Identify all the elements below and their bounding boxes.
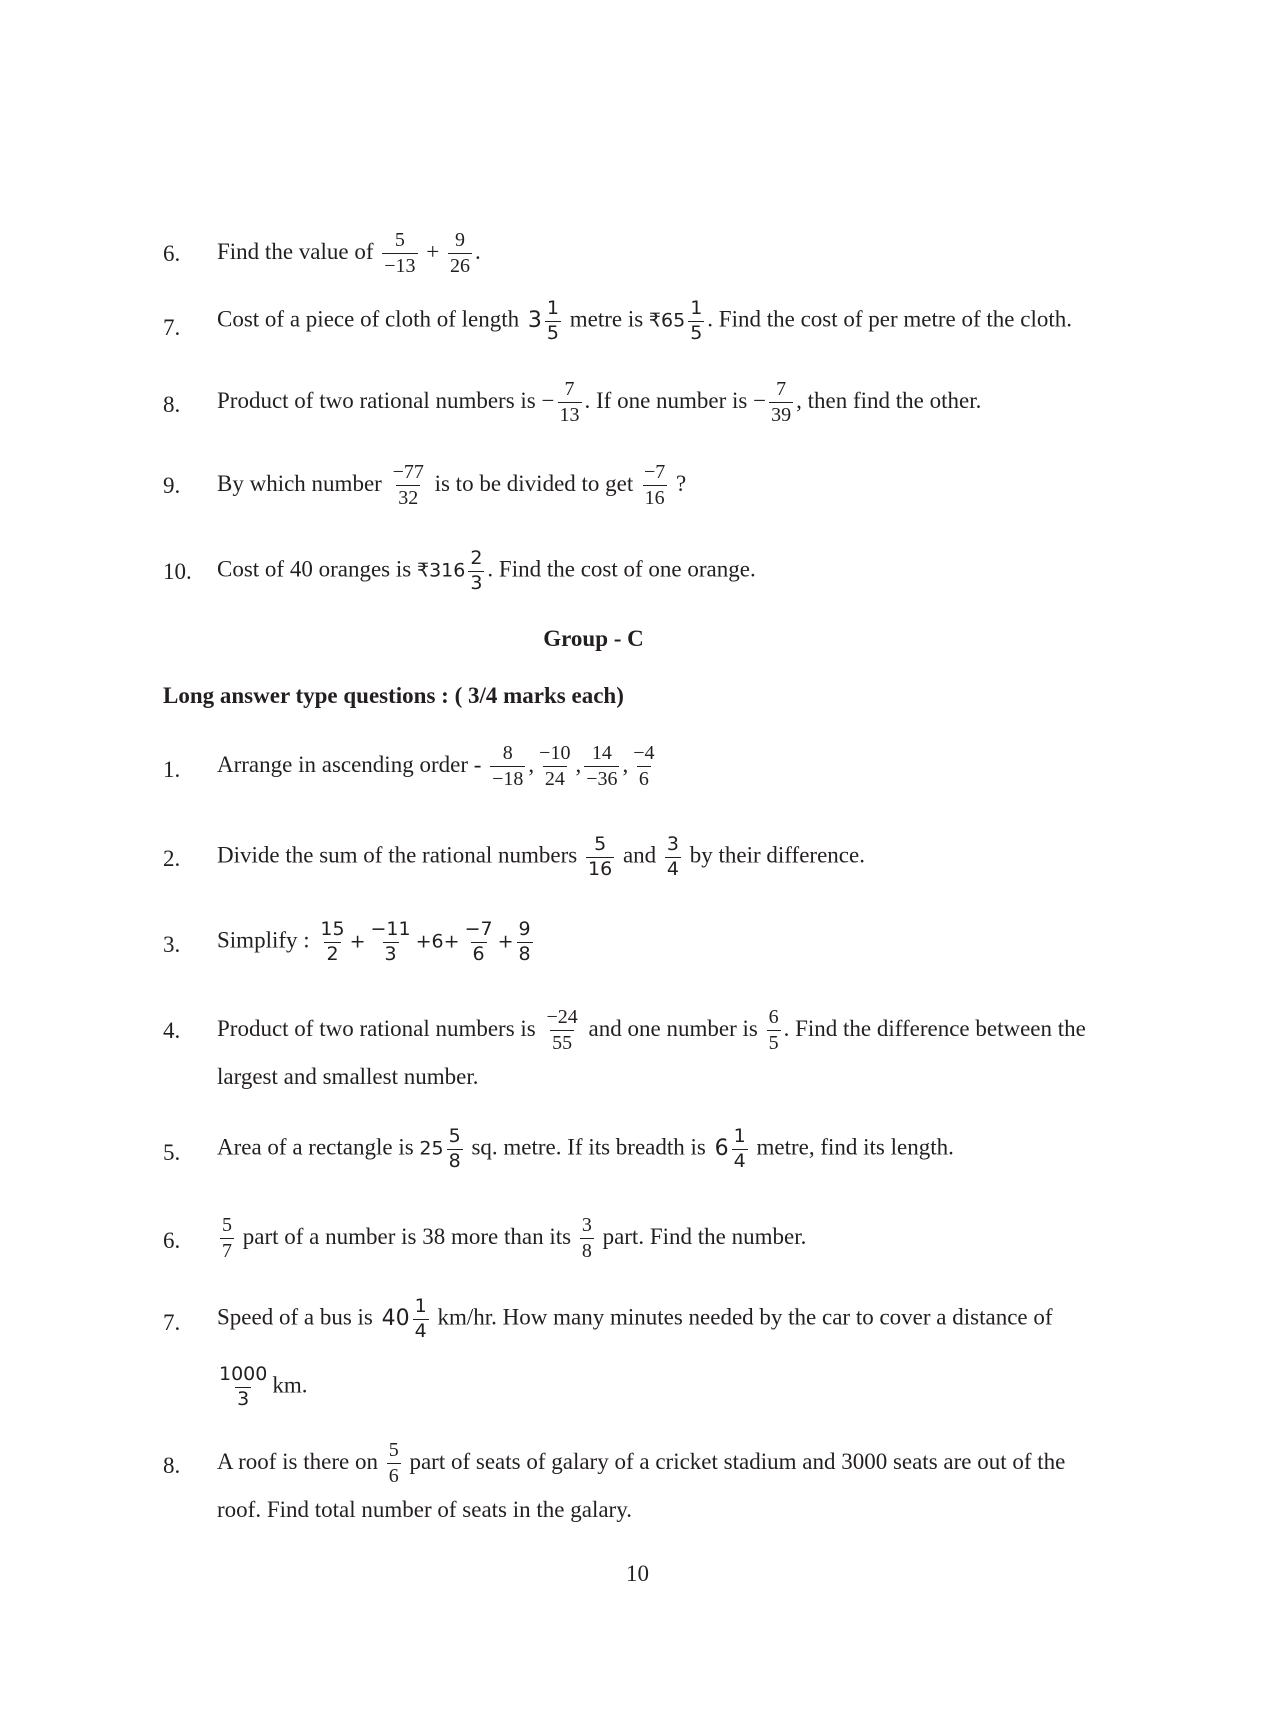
question-text bbox=[217, 918, 536, 967]
whole-part: 316 bbox=[429, 559, 466, 582]
text-part: sq. metre. If its breadth is bbox=[471, 1134, 706, 1160]
text-part: Simplify : bbox=[217, 927, 310, 953]
text-part: and one number is bbox=[588, 1015, 758, 1041]
denominator: 8 bbox=[448, 1149, 461, 1172]
numerator: −7 bbox=[464, 918, 493, 940]
denominator: 13 bbox=[559, 404, 580, 426]
fraction bbox=[545, 297, 561, 346]
whole-part: 40 bbox=[381, 1305, 410, 1331]
text-part: By which number bbox=[217, 470, 382, 496]
operator: + bbox=[349, 930, 366, 953]
question-c6 bbox=[0, 1213, 1275, 1273]
text-part: part of seats of galary of a cricket stadium and 3000 seats are out of the bbox=[409, 1448, 1066, 1474]
group-c-heading: Group - C bbox=[543, 626, 644, 651]
question-text bbox=[217, 547, 756, 596]
fraction bbox=[318, 918, 346, 967]
denominator: 6 bbox=[638, 768, 649, 790]
question-number: 2. bbox=[163, 846, 181, 871]
fraction bbox=[586, 833, 614, 882]
fraction bbox=[387, 1438, 401, 1489]
denominator: 3 bbox=[384, 942, 397, 965]
fraction bbox=[369, 918, 413, 967]
question-number: 3. bbox=[163, 932, 181, 957]
numerator: −7 bbox=[644, 461, 666, 483]
text-part: by their difference. bbox=[689, 842, 865, 868]
denominator: 8 bbox=[581, 1240, 592, 1262]
denominator: 4 bbox=[733, 1149, 746, 1172]
rupee-icon: ₹ bbox=[648, 309, 662, 332]
numerator: −24 bbox=[546, 1006, 578, 1028]
text-part: . bbox=[475, 238, 481, 264]
text-part: Product of two rational numbers is bbox=[217, 1015, 536, 1041]
fraction bbox=[665, 833, 681, 882]
numerator: 5 bbox=[222, 1214, 232, 1236]
fraction bbox=[558, 377, 582, 428]
question-c2 bbox=[0, 833, 1275, 893]
numerator: −11 bbox=[370, 918, 411, 940]
question-number: 7. bbox=[163, 1310, 181, 1335]
text-part: km. bbox=[272, 1372, 308, 1398]
numerator: −10 bbox=[539, 742, 571, 764]
whole-part: 65 bbox=[661, 309, 686, 332]
fraction bbox=[463, 918, 495, 967]
denominator: 16 bbox=[644, 487, 665, 509]
fraction bbox=[468, 547, 484, 596]
question-b8 bbox=[0, 377, 1275, 437]
numerator: 8 bbox=[502, 742, 513, 764]
denominator: 6 bbox=[388, 1465, 399, 1487]
text-part: Arrange in ascending order - bbox=[217, 751, 482, 777]
text-part: Divide the sum of the rational numbers bbox=[217, 842, 578, 868]
numerator: 9 bbox=[455, 229, 466, 251]
numerator: 7 bbox=[564, 378, 575, 400]
question-text bbox=[217, 460, 686, 511]
denominator: −36 bbox=[586, 768, 618, 790]
numerator: 9 bbox=[518, 918, 531, 940]
question-c4 bbox=[0, 1005, 1275, 1105]
numerator: 3 bbox=[666, 833, 680, 855]
numerator: 6 bbox=[768, 1006, 779, 1028]
denominator: 8 bbox=[518, 942, 531, 965]
question-b6 bbox=[0, 220, 1275, 280]
question-text bbox=[217, 1438, 1065, 1489]
denominator: 3 bbox=[237, 1387, 250, 1410]
question-text bbox=[217, 833, 865, 882]
denominator: 24 bbox=[544, 768, 565, 790]
denominator: 39 bbox=[771, 404, 792, 426]
text-part: Speed of a bus is bbox=[217, 1304, 373, 1330]
fraction bbox=[490, 741, 525, 792]
fraction bbox=[447, 1125, 463, 1174]
question-c3 bbox=[0, 918, 1275, 978]
denominator: 5 bbox=[546, 321, 559, 344]
fraction bbox=[537, 741, 572, 792]
question-text bbox=[217, 1125, 954, 1174]
fraction bbox=[220, 1213, 234, 1264]
text-part: metre, find its length. bbox=[756, 1134, 954, 1160]
text-part: is to be divided to get bbox=[434, 470, 634, 496]
text-part: . Find the cost of per metre of the cloth. bbox=[707, 306, 1073, 332]
numerator: 5 bbox=[594, 833, 607, 855]
question-b7 bbox=[0, 297, 1275, 357]
denominator: 16 bbox=[588, 857, 613, 880]
fraction bbox=[517, 918, 533, 967]
question-text-line2: largest and smallest number. bbox=[217, 1064, 479, 1089]
whole-part: 6 bbox=[714, 1135, 729, 1161]
question-number: 10. bbox=[163, 559, 192, 584]
sign: − bbox=[541, 387, 555, 413]
question-number: 4. bbox=[163, 1018, 181, 1043]
text-part: Product of two rational numbers is bbox=[217, 387, 536, 413]
question-c8 bbox=[0, 1438, 1275, 1538]
fraction bbox=[767, 1005, 781, 1056]
fraction bbox=[631, 741, 656, 792]
section-subheading: Long answer type questions : ( 3/4 marks each) bbox=[163, 683, 624, 708]
question-b10 bbox=[0, 547, 1275, 607]
text-part: and bbox=[622, 842, 657, 868]
comma: , bbox=[528, 751, 535, 777]
numerator: 14 bbox=[591, 742, 612, 764]
fraction bbox=[732, 1125, 748, 1174]
question-text bbox=[217, 297, 1072, 346]
numerator: 5 bbox=[394, 229, 405, 251]
fraction bbox=[769, 377, 793, 428]
numerator: 5 bbox=[388, 1439, 399, 1461]
question-text-line2: roof. Find total number of seats in the galary. bbox=[217, 1497, 632, 1522]
question-number: 1. bbox=[163, 757, 181, 782]
fraction bbox=[217, 1363, 269, 1412]
denominator: 2 bbox=[326, 942, 339, 965]
denominator: 4 bbox=[414, 1319, 427, 1342]
fraction bbox=[688, 297, 704, 346]
text-part: km/hr. How many minutes needed by the car to cover a distance of bbox=[437, 1304, 1053, 1330]
question-number: 8. bbox=[163, 1453, 181, 1478]
fraction bbox=[391, 460, 426, 511]
operator: +6+ bbox=[415, 930, 460, 953]
text-part: metre is bbox=[569, 306, 644, 332]
denominator: −13 bbox=[384, 255, 416, 277]
question-text bbox=[217, 377, 981, 428]
question-number: 8. bbox=[163, 392, 181, 417]
numerator: 1 bbox=[546, 297, 559, 319]
question-c7 bbox=[0, 1295, 1275, 1415]
question-number: 7. bbox=[163, 315, 181, 340]
numerator: −77 bbox=[392, 461, 424, 483]
comma: , bbox=[575, 751, 582, 777]
text-part: Cost of a piece of cloth of length bbox=[217, 306, 520, 332]
fraction bbox=[545, 1005, 580, 1056]
question-text bbox=[217, 1213, 806, 1264]
numerator: 1 bbox=[733, 1125, 746, 1147]
page-number: 10 bbox=[626, 1561, 649, 1586]
denominator: 32 bbox=[398, 487, 419, 509]
text-part: . Find the difference between the bbox=[783, 1015, 1086, 1041]
question-b9 bbox=[0, 460, 1275, 520]
fraction bbox=[448, 228, 472, 279]
text-part: ? bbox=[676, 470, 687, 496]
rupee-icon: ₹ bbox=[416, 559, 430, 582]
question-text bbox=[217, 228, 481, 279]
numerator: 2 bbox=[470, 547, 483, 569]
text-part: , then find the other. bbox=[796, 387, 982, 413]
denominator: 3 bbox=[470, 571, 483, 594]
fraction bbox=[580, 1213, 594, 1264]
denominator: −18 bbox=[492, 768, 524, 790]
question-text-line2 bbox=[217, 1363, 308, 1412]
numerator: 1 bbox=[414, 1295, 427, 1317]
question-text bbox=[217, 741, 660, 792]
text-part: Cost of 40 oranges is bbox=[217, 556, 412, 582]
comma: , bbox=[622, 751, 629, 777]
sign: − bbox=[753, 387, 767, 413]
denominator: 5 bbox=[768, 1032, 779, 1054]
whole-part: 25 bbox=[419, 1137, 444, 1160]
question-number: 6. bbox=[163, 1228, 181, 1253]
text-part: part of a number is 38 more than its bbox=[242, 1223, 572, 1249]
question-number: 5. bbox=[163, 1140, 181, 1165]
numerator: −4 bbox=[633, 742, 655, 764]
numerator: 15 bbox=[320, 918, 345, 940]
numerator: 7 bbox=[776, 378, 787, 400]
text-part: part. Find the number. bbox=[602, 1223, 807, 1249]
denominator: 6 bbox=[472, 942, 485, 965]
text-part: A roof is there on bbox=[217, 1448, 378, 1474]
question-text bbox=[217, 1005, 1086, 1056]
text-part: Find the value of bbox=[217, 238, 374, 264]
denominator: 55 bbox=[552, 1032, 573, 1054]
operator: + bbox=[497, 930, 514, 953]
question-text bbox=[217, 1295, 1053, 1344]
fraction bbox=[642, 460, 667, 511]
numerator: 3 bbox=[581, 1214, 592, 1236]
whole-part: 3 bbox=[527, 307, 542, 333]
numerator: 1 bbox=[690, 297, 703, 319]
question-c5 bbox=[0, 1125, 1275, 1185]
text-part: . Find the cost of one orange. bbox=[487, 556, 756, 582]
question-c1 bbox=[0, 741, 1275, 801]
text-part: Area of a rectangle is bbox=[217, 1134, 414, 1160]
denominator: 5 bbox=[690, 321, 703, 344]
fraction bbox=[584, 741, 619, 792]
numerator: 1000 bbox=[219, 1363, 268, 1385]
question-number: 6. bbox=[163, 241, 181, 266]
fraction bbox=[382, 228, 417, 279]
numerator: 5 bbox=[448, 1125, 461, 1147]
denominator: 4 bbox=[666, 857, 680, 880]
question-number: 9. bbox=[163, 473, 181, 498]
denominator: 7 bbox=[222, 1240, 232, 1262]
operator: + bbox=[426, 238, 440, 264]
denominator: 26 bbox=[450, 255, 471, 277]
text-part: . If one number is bbox=[584, 387, 748, 413]
fraction bbox=[413, 1295, 429, 1344]
